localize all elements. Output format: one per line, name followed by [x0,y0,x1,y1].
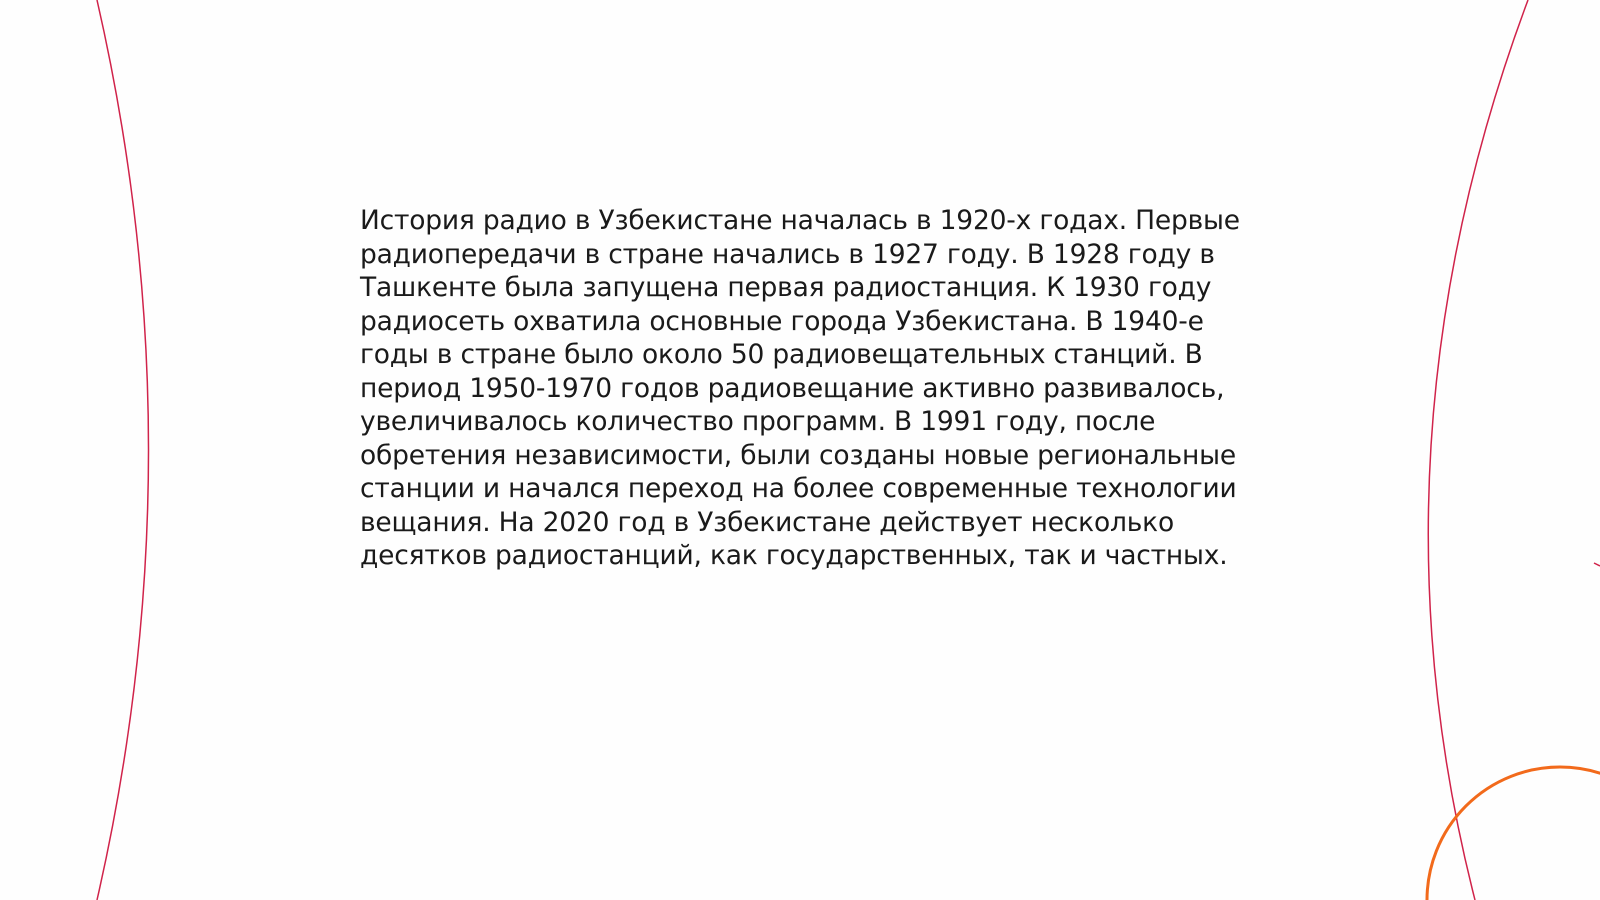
body-text [360,204,1260,573]
text-line: вещания. На 2020 год в Узбекистане действует несколько [360,506,1174,538]
text-line: История радио в Узбекистане началась в 1920-х годах. Первые [360,205,1240,236]
text-line: годы в стране было около 50 радиовещательных станций. В [360,339,1203,370]
text-line: период 1950-1970 годов радиовещание активно развивалось, [360,372,1225,404]
text-line: станции и начался переход на более современные технологии [360,473,1237,504]
small-tick-mark [1594,563,1600,566]
orange-circle-arc [1427,767,1600,900]
text-line: увеличивалось количество программ. В 1991 году, после [360,406,1156,437]
text-line: радиосеть охватила основные города Узбекистана. В 1940-е [360,305,1204,337]
text-line: обретения независимости, были созданы новые региональные [360,439,1236,471]
text-line: радиопередачи в стране начались в 1927 году. В 1928 году в [360,238,1215,270]
right-arc-line [1428,0,1528,900]
text-line: десятков радиостанций, как государственных, так и частных. [360,540,1228,571]
text-line: Ташкенте была запущена первая радиостанция. К 1930 году [360,272,1212,303]
left-arc-line [97,0,149,900]
